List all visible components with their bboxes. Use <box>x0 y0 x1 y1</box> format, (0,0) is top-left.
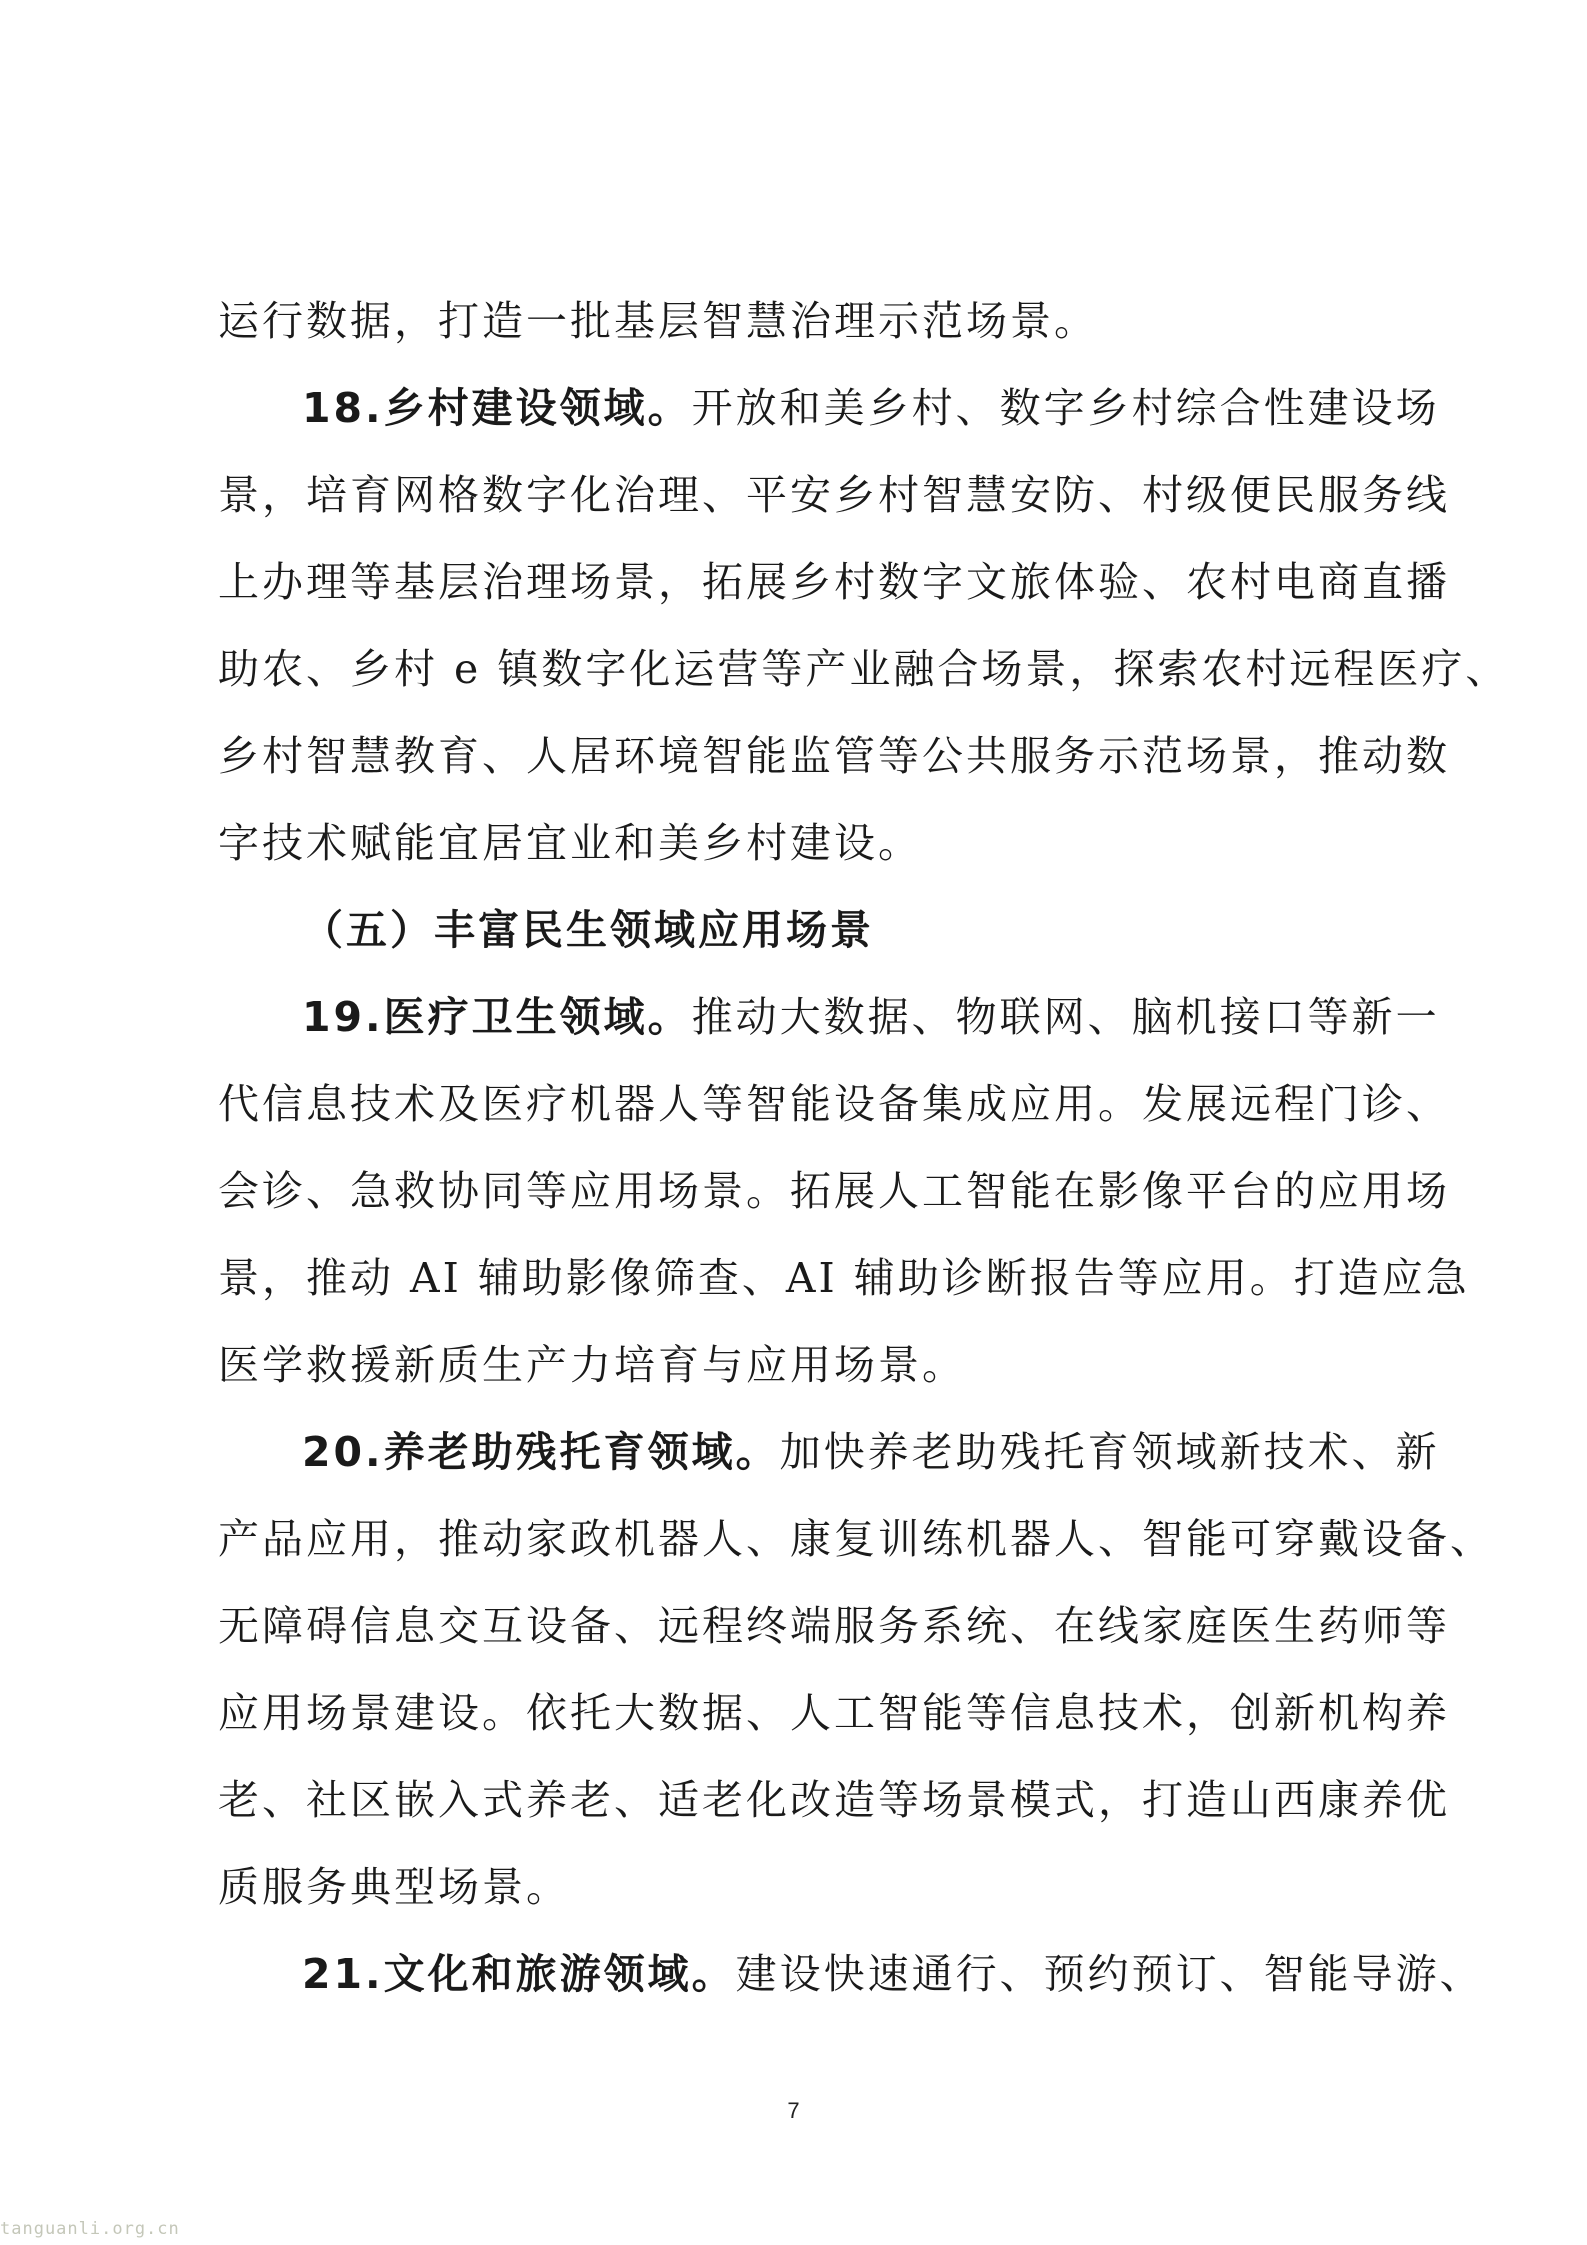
text-line <box>218 539 1450 626</box>
item-lead: 20.养老助残托育领域。 <box>302 1428 780 1476</box>
text-line <box>218 1496 1494 1583</box>
line-text: 会诊、急救协同等应用场景。拓展人工智能在影像平台的应用场 <box>218 1167 1450 1215</box>
text-line <box>218 1670 1450 1757</box>
line-text: 景，培育网格数字化治理、平安乡村智慧安防、村级便民服务线 <box>218 471 1450 519</box>
text-line <box>218 1148 1450 1235</box>
line-text: 应用场景建设。依托大数据、人工智能等信息技术，创新机构养 <box>218 1689 1450 1737</box>
text-line <box>218 1583 1450 1670</box>
body-text <box>218 278 1510 2018</box>
line-text: 乡村智慧教育、人居环境智能监管等公共服务示范场景，推动数 <box>218 732 1450 780</box>
text-line <box>218 626 1510 713</box>
text-line <box>218 800 1388 887</box>
text-line <box>218 278 1388 365</box>
line-text: 加快养老助残托育领域新技术、新 <box>779 1428 1440 1476</box>
line-text: 字技术赋能宜居宜业和美乡村建设。 <box>218 819 922 867</box>
line-text: 医学救援新质生产力培育与应用场景。 <box>218 1341 966 1389</box>
item-lead: 21.文化和旅游领域。 <box>302 1950 736 1998</box>
item-lead: 19.医疗卫生领域。 <box>302 993 692 1041</box>
line-text: 助农、乡村 e 镇数字化运营等产业融合场景，探索农村远程医疗、 <box>218 645 1510 693</box>
line-text: 质服务典型场景。 <box>218 1863 570 1911</box>
text-line <box>218 1931 1484 2018</box>
line-text: 景，推动 AI 辅助影像筛查、AI 辅助诊断报告等应用。打造应急 <box>218 1254 1470 1302</box>
line-text: 老、社区嵌入式养老、适老化改造等场景模式，打造山西康养优 <box>218 1776 1450 1824</box>
text-line <box>218 1844 1388 1931</box>
line-text: 上办理等基层治理场景，拓展乡村数字文旅体验、农村电商直播 <box>218 558 1450 606</box>
text-line <box>218 1409 1440 1496</box>
text-line <box>218 1061 1450 1148</box>
item-lead: 18.乡村建设领域。 <box>302 384 692 432</box>
text-line <box>218 452 1450 539</box>
watermark: tanguanli.org.cn <box>0 2219 180 2239</box>
line-text: 代信息技术及医疗机器人等智能设备集成应用。发展远程门诊、 <box>218 1080 1450 1128</box>
line-text: 产品应用，推动家政机器人、康复训练机器人、智能可穿戴设备、 <box>218 1515 1494 1563</box>
section-heading: （五）丰富民生领域应用场景 <box>302 906 874 954</box>
text-line <box>218 365 1440 452</box>
text-line <box>218 1235 1470 1322</box>
page-number: 7 <box>787 2098 800 2123</box>
line-text: 运行数据，打造一批基层智慧治理示范场景。 <box>218 297 1098 345</box>
line-text: 无障碍信息交互设备、远程终端服务系统、在线家庭医生药师等 <box>218 1602 1450 1650</box>
text-line <box>218 1757 1450 1844</box>
text-line <box>218 1322 1388 1409</box>
text-line <box>218 713 1450 800</box>
line-text: 开放和美乡村、数字乡村综合性建设场 <box>691 384 1440 432</box>
text-line <box>218 974 1440 1061</box>
line-text: 建设快速通行、预约预订、智能导游、 <box>735 1950 1484 1998</box>
line-text: 推动大数据、物联网、脑机接口等新一 <box>691 993 1440 1041</box>
